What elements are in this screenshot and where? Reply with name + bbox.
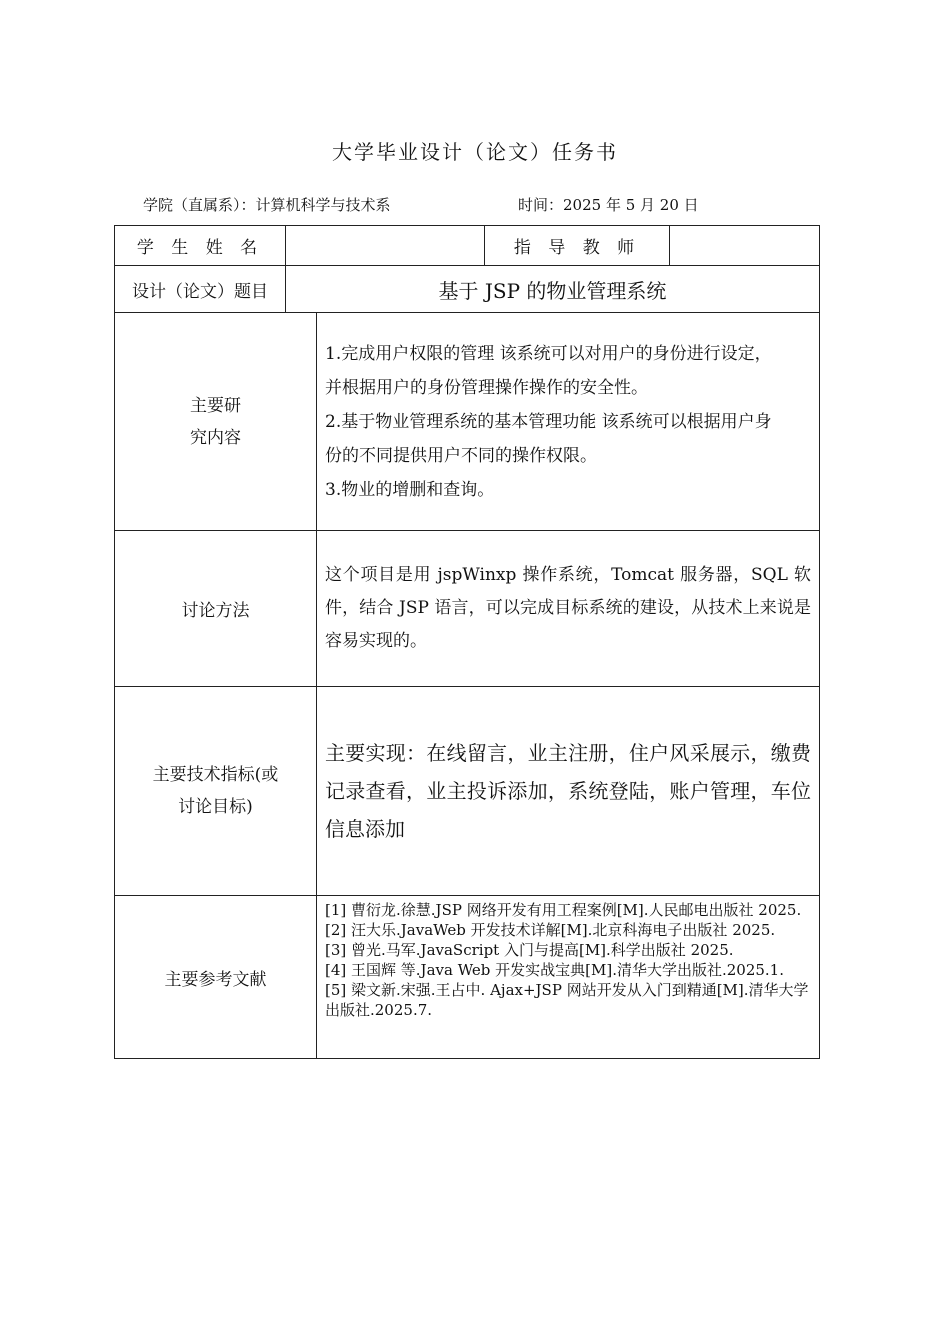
task-table xyxy=(114,225,820,1059)
student-row xyxy=(115,226,820,266)
research-label-line-2: 究内容 xyxy=(190,427,241,448)
research-line: 并根据用户的身份管理操作操作的安全性。 xyxy=(325,377,648,398)
refs-list xyxy=(317,896,820,1059)
college-line: 学院（直属系）：计算机科学与技术系 xyxy=(143,196,391,214)
topic-label: 设计（论文）题目 xyxy=(115,266,286,313)
advisor-label: 指 导 教 师 xyxy=(485,226,670,266)
method-row xyxy=(115,531,820,687)
topic-row xyxy=(115,266,820,313)
tech-row xyxy=(115,687,820,896)
student-name-value xyxy=(286,226,485,266)
ref-item: [5] 梁文新.宋强.王占中. Ajax+JSP 网站开发从入门到精通[M].清华大学出版社.2025.7. xyxy=(325,981,809,1019)
ref-item: [2] 汪大乐.JavaWeb 开发技术详解[M].北京科海电子出版社 2025. xyxy=(325,921,776,939)
research-label xyxy=(115,313,317,531)
research-line: 3.物业的增删和查询。 xyxy=(325,479,495,500)
student-name-label: 学 生 姓 名 xyxy=(115,226,286,266)
date-line: 时间：2025 年 5 月 20 日 xyxy=(518,196,699,214)
tech-label-line-2: 讨论目标) xyxy=(178,797,253,817)
ref-item: [3] 曾光.马军.JavaScript 入门与提高[M].科学出版社 2025. xyxy=(325,941,734,959)
research-line: 份的不同提供用户不同的操作权限。 xyxy=(325,445,597,466)
ref-item: [4] 王国辉 等.Java Web 开发实战宝典[M].清华大学出版社.2025.1. xyxy=(325,961,784,979)
research-line: 1.完成用户权限的管理 该系统可以对用户的身份进行设定， xyxy=(325,343,772,364)
research-content xyxy=(317,313,820,531)
ref-item: [1] 曹衍龙.徐慧.JSP 网络开发有用工程案例[M].人民邮电出版社 2025. xyxy=(325,901,802,919)
research-label-line-1: 主要研 xyxy=(190,395,241,416)
research-row xyxy=(115,313,820,531)
method-text: 这个项目是用 jspWinxp 操作系统，Tomcat 服务器，SQL 软件，结合 JSP 语言，可以完成目标系统的建设，从技术上来说是容易实现的。 xyxy=(317,531,820,687)
refs-label: 主要参考文献 xyxy=(115,896,317,1059)
tech-label-line-1: 主要技术指标(或 xyxy=(152,765,279,785)
refs-row xyxy=(115,896,820,1059)
document-title: 大学毕业设计（论文）任务书 xyxy=(332,140,618,164)
tech-text: 主要实现：在线留言，业主注册，住户风采展示，缴费记录查看，业主投诉添加，系统登陆，账户管理，车位信息添加 xyxy=(317,687,820,896)
method-label: 讨论方法 xyxy=(115,531,317,687)
research-line: 2.基于物业管理系统的基本管理功能 该系统可以根据用户身 xyxy=(325,411,772,432)
topic-value: 基于 JSP 的物业管理系统 xyxy=(286,266,820,313)
advisor-value xyxy=(670,226,820,266)
tech-label xyxy=(115,687,317,896)
